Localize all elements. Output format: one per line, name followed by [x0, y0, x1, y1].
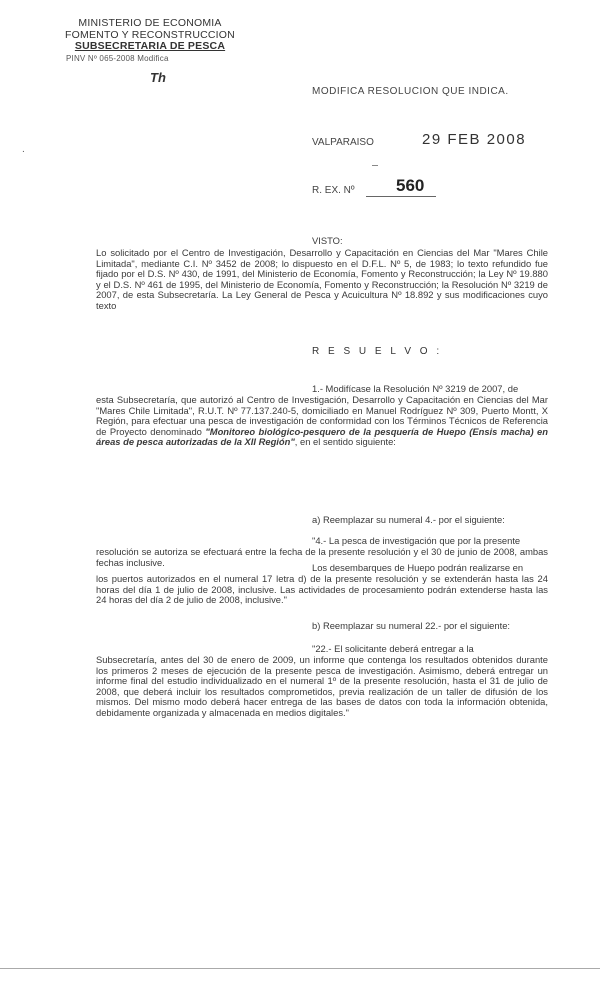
mark-dash — [372, 165, 378, 166]
header-subsecretaria: SUBSECRETARIA DE PESCA — [74, 40, 226, 52]
visto-label: VISTO: — [312, 235, 343, 246]
project-name: "Monitoreo biológico-pesquero de la pesquería de Huepo (Ensis macha) en áreas de pesca autorizadas de la XII Región" — [96, 425, 548, 448]
header-reference: PINV Nº 065-2008 Modifica — [66, 53, 169, 63]
item1-lead: 1.- Modifícase la Resolución Nº 3219 de 2007, de — [312, 383, 519, 394]
number-underline — [366, 196, 436, 197]
resolution-label: R. EX. Nº — [312, 185, 355, 196]
resuelvo-heading: R E S U E L V O : — [312, 346, 443, 357]
date-stamp: 29 FEB 2008 — [422, 131, 527, 148]
quote4b-body: los puertos autorizados en el numeral 17 letra d) de la presente resolución y se extenderán hasta las 24 horas del día 1 de julio de 2008, inclusive. Las actividades de procesamiento podrán extenderse hasta las 24 horas del día 2 de julio de 2008, inclusive." — [96, 573, 548, 606]
sub-b: b) Reemplazar su numeral 22.- por el siguiente: — [312, 620, 511, 631]
quote4b-lead: Los desembarques de Huepo podrán realizarse en — [312, 562, 524, 573]
resolution-number: 560 — [396, 176, 425, 195]
quote4a-lead: "4.- La pesca de investigación que por la presente — [312, 535, 521, 546]
item1-text: esta Subsecretaría, que autorizó al Centro de Investigación, Desarrollo y Capacitación en Ciencias del Mar "Mares Chile Limitada", R.U.T. Nº 77.137.240-5, domiciliado en Manuel Rodríguez Nº 309, Puerto Montt, X Región, para efectuar una pesca de investigación de conformidad con los Términos Técnicos de Referencia de Proyecto denominado — [96, 394, 548, 437]
margin-mark: . — [22, 144, 25, 155]
handwritten-initials: Th — [150, 70, 166, 85]
quote4a-body: resolución se autoriza se efectuará entre la fecha de la presente resolución y el 30 de junio de 2008, ambas fechas inclusive. — [96, 546, 548, 568]
quote22-body: Subsecretaría, antes del 30 de enero de 2009, un informe que contenga los resultados obtenidos durante los primeros 2 meses de ejecución de la presente pesca de investigación. Asimismo, deberá entregar un informe final del estudio individualizado en el numeral 1º de la presente resolución, hasta el 31 de julio de 2008, que deberá incluir los resultados comprometidos, previa realización de un taller de difusión de los mismos. Del mismo modo deberá hacer entrega de las bases de datos con toda la información obtenida, debidamente organizada y almacenada en medios digitales." — [96, 654, 548, 718]
header-ministry: MINISTERIO DE ECONOMIA — [78, 17, 222, 29]
visto-paragraph: Lo solicitado por el Centro de Investigación, Desarrollo y Capacitación en Ciencias del Mar "Mares Chile Limitada", mediante C.I. Nº 3452 de 2008; lo dispuesto en el D.F.L. Nº 5, de 1983; lo texto refundido fue fijado por el D.S. Nº 430, de 1991, del Ministerio de Economía, Fomento y Reconstrucción; la Ley Nº 19.880 y el D.S. Nº 461 de 1995, del Ministerio de Economía, Fomento y Reconstrucción; la Resolución Nº 3219 de 2007, de esta Subsecretaría. La Ley General de Pesca y Acuicultura Nº 18.892 y sus modificaciones cuyo texto — [96, 248, 548, 311]
item1-body — [96, 395, 548, 448]
sub-a: a) Reemplazar su numeral 4.- por el siguiente: — [312, 514, 505, 525]
item1-tail: , en el sentido siguiente: — [294, 436, 396, 448]
ministry-header — [60, 18, 240, 64]
place-label: VALPARAISO — [312, 137, 374, 148]
page-bottom-rule — [0, 968, 600, 969]
document-title: MODIFICA RESOLUCION QUE INDICA. — [312, 86, 509, 97]
header-ministry-2: FOMENTO Y RECONSTRUCCION — [65, 28, 235, 41]
quote22-lead: "22.- El solicitante deberá entregar a la — [312, 643, 474, 654]
visto-first-line — [312, 236, 548, 247]
